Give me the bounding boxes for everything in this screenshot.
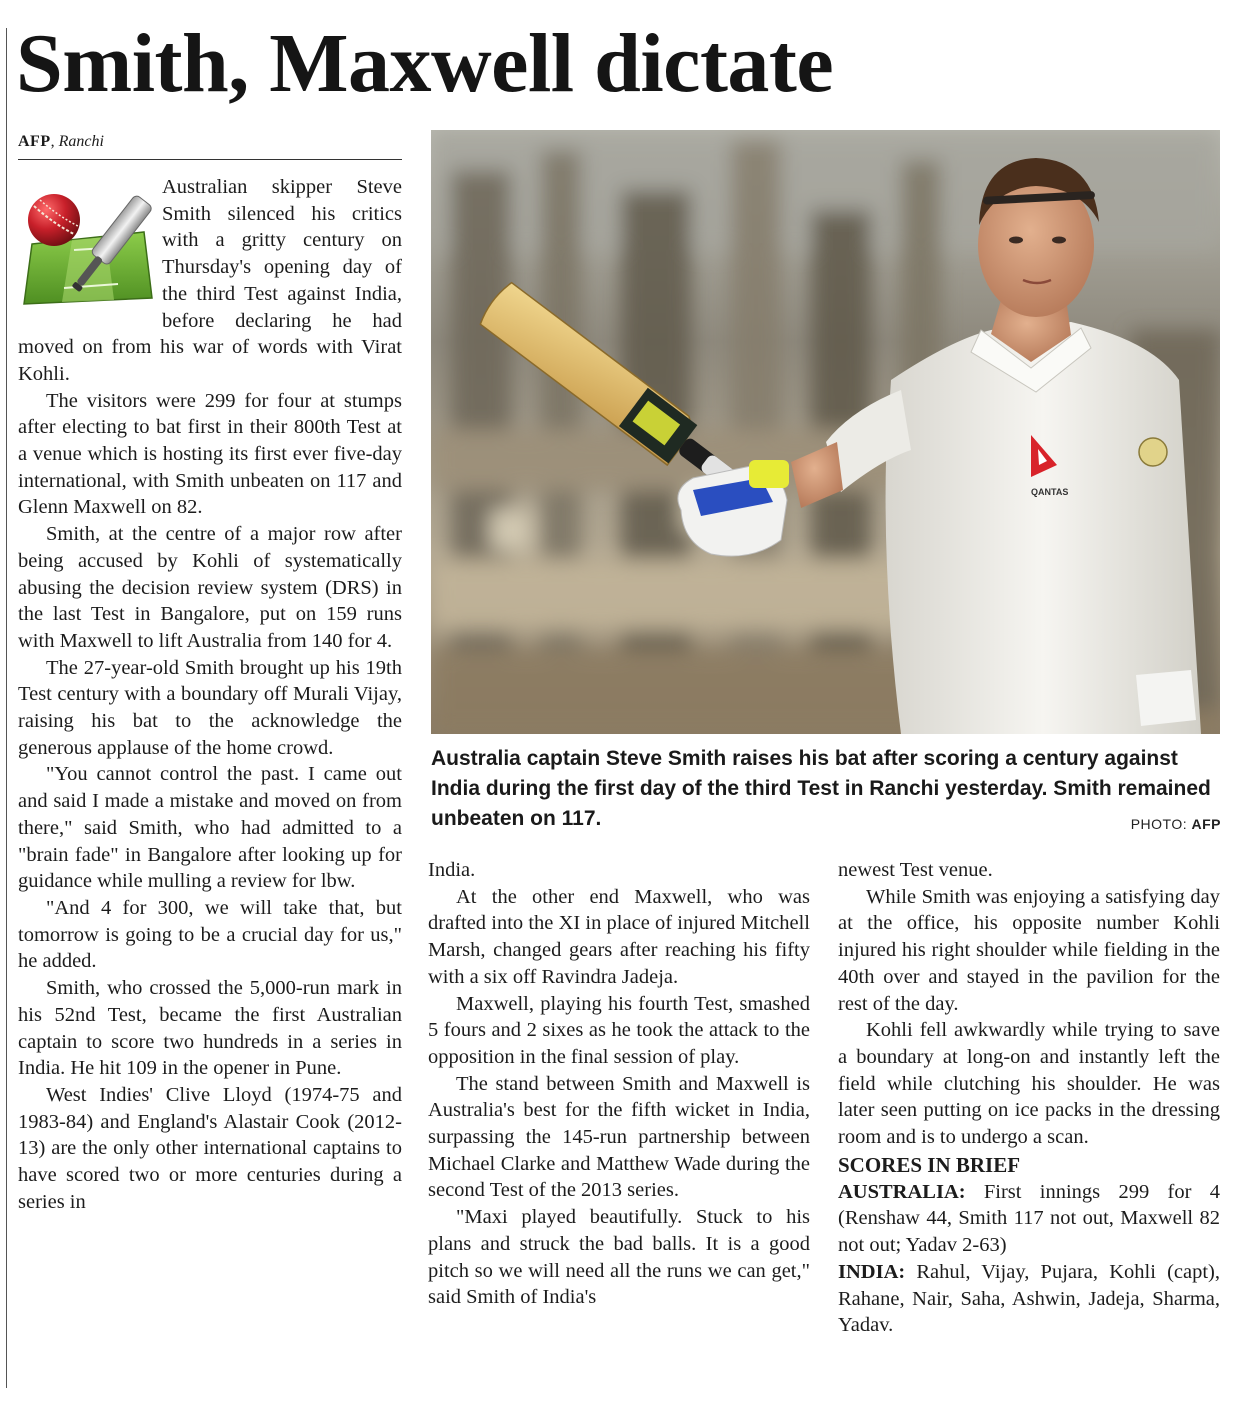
paragraph: India.	[428, 859, 476, 881]
paragraph: "Maxi played beautifully. Stuck to his plans and struck the bad balls. It is a good pitch so we will need all the runs we can get," said Smith of India's	[428, 1206, 810, 1309]
team-label-india: INDIA:	[838, 1260, 906, 1283]
paragraph: "And 4 for 300, we will take that, but tomorrow is going to be a crucial day for us," he added.	[18, 896, 402, 973]
paragraph: At the other end Maxwell, who was drafted into the XI in place of injured Mitchell Marsh, changed gears after reaching his fifty with a six off Ravindra Jadeja.	[428, 885, 810, 988]
scores-india-text: Rahul, Vijay, Pujara, Kohli (capt), Rahane, Nair, Saha, Ashwin, Jadeja, Sharma, Yadav.	[838, 1260, 1220, 1337]
byline-place: Ranchi	[58, 133, 104, 150]
paragraph: Kohli fell awkwardly while trying to save a boundary at long-on and instantly left the field while clutching his shoulder. He was later seen putting on ice packs in the dressing room and is to undergo a scan.	[838, 1019, 1220, 1149]
paragraph: newest Test venue.	[838, 859, 993, 881]
article-column-1	[18, 174, 402, 1215]
article-column-3	[838, 857, 1220, 1339]
paragraph: West Indies' Clive Lloyd (1974-75 and 1983-84) and England's Alastair Cook (2012-13) are the only other international captains to have scored two or more centuries during a series in	[18, 1083, 402, 1213]
left-margin-rule	[6, 28, 7, 1388]
shirt-logo: QANTAS	[1031, 487, 1069, 497]
paragraph: Australian skipper Steve Smith silenced his critics with a gritty century on Thursday's opening day of the third Test against India, before declaring he had moved on from his war of words with Virat Kohli.	[18, 176, 402, 385]
paragraph: Smith, at the centre of a major row after being accused by Kohli of systematically abusing the decision review system (DRS) in the last Test in Bangalore, put on 159 runs with Maxwell to lift Australia from 140 for 4.	[18, 523, 402, 652]
paragraph: Maxwell, playing his fourth Test, smashed 5 fours and 2 sixes as he took the attack to the opposition in the final session of play.	[428, 992, 810, 1068]
article-column-2	[428, 857, 810, 1311]
paragraph: "You cannot control the past. I came out and said I made a mistake and moved on from there," said Smith, who had admitted to a "brain fade" in Bangalore after looking up for guidance while mulling a review for lbw.	[18, 763, 402, 893]
headline: Smith, Maxwell dictate	[16, 17, 834, 110]
team-label-australia: AUSTRALIA:	[838, 1180, 966, 1203]
byline-rule	[18, 159, 402, 160]
byline	[18, 131, 104, 153]
cricket-icon	[18, 176, 158, 316]
photo-caption: Australia captain Steve Smith raises his bat after scoring a century against India during the first day of the third Test in Ranchi yesterday. Smith remained unbeaten on 117.	[431, 747, 1211, 830]
paragraph: The 27-year-old Smith brought up his 19th Test century with a boundary off Murali Vijay, raising his bat to the acknowledge the generous applause of the home crowd.	[18, 656, 402, 759]
photo-credit-source: AFP	[1191, 816, 1221, 832]
paragraph: The stand between Smith and Maxwell is Australia's best for the fifth wicket in India, surpassing the 145-run partnership between Michael Clarke and Matthew Wade during the second Test of the 2013 series.	[428, 1072, 810, 1202]
photo-credit-label: PHOTO:	[1130, 816, 1192, 832]
byline-source: AFP	[18, 133, 51, 150]
paragraph: While Smith was enjoying a satisfying day at the office, his opposite number Kohli injured his right shoulder while fielding in the 40th over and stayed in the pavilion for the rest of the day.	[838, 885, 1220, 1015]
paragraph: The visitors were 299 for four at stumps after electing to bat first in their 800th Test at a venue which is hosting its first ever five-day international, with Smith unbeaten on 117 and Glenn Maxwell on 82.	[18, 389, 402, 519]
scores-india	[838, 1259, 1220, 1339]
scores-australia	[838, 1179, 1220, 1259]
paragraph: Smith, who crossed the 5,000-run mark in his 52nd Test, became the first Australian captain to score two hundreds in a series in India. He hit 109 in the opener in Pune.	[18, 977, 402, 1080]
photo-credit	[1131, 816, 1221, 832]
steve-smith-photo	[431, 130, 1220, 734]
byline-separator: ,	[50, 133, 59, 150]
scores-australia-text: First innings 299 for 4 (Renshaw 44, Smith 117 not out, Maxwell 82 not out; Yadav 2-63)	[838, 1180, 1220, 1257]
article-photo	[431, 130, 1220, 734]
scores-heading: SCORES IN BRIEF	[838, 1152, 1021, 1177]
